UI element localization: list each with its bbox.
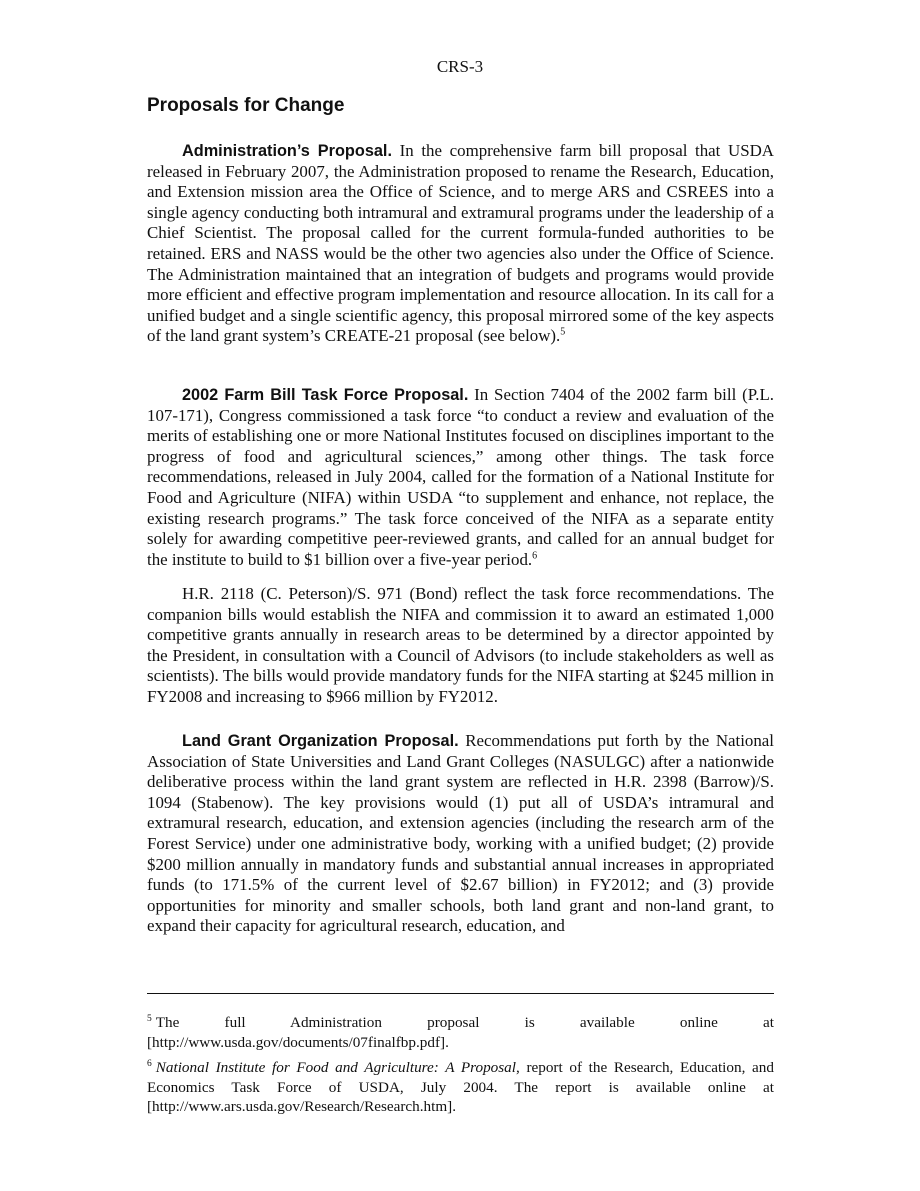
- footnote-mark-5: 5: [147, 1013, 152, 1024]
- paragraph-task-force-proposal: [147, 385, 774, 570]
- run-in-heading-administration: Administration’s Proposal.: [182, 142, 392, 160]
- footnote-5: [147, 1013, 774, 1052]
- page-number: CRS-3: [436, 57, 484, 76]
- footnote-ref-5[interactable]: 5: [560, 326, 566, 338]
- footnote-text-6: , report of the Research, Education, and Economics Task Force of USDA, July 2004. The report is available online at [http://www.ars.usda.gov/Research/Research.htm].: [147, 1059, 774, 1115]
- footnote-ref-6[interactable]: 6: [532, 550, 538, 562]
- paragraph-text-task-force: In Section 7404 of the 2002 farm bill (P.L. 107-171), Congress commissioned a task force “to conduct a review and evaluation of the merits of establishing one or more National Institutes focused on disciplines important to the progress of food and agricultural sciences,” among other things. The task force recommendations, released in July 2004, called for the formation of a National Institute for Food and Agriculture (NIFA) within USDA “to supplement and enhance, not replace, the existing research programs.” The task force conceived of the NIFA as a separate entity solely for awarding competitive peer-reviewed grants, and called for an annual budget for the institute to build to $1 billion over a five-year period.: [147, 385, 774, 569]
- paragraph-text-administration: In the comprehensive farm bill proposal that USDA released in February 2007, the Administration proposed to rename the Research, Education, and Extension mission area the Office of Science, and to merge ARS and CSREES into a single agency conducting both intramural and extramural programs under the leadership of a Chief Scientist. The proposal called for the current formula-funded authorities to be retained. ERS and NASS would be the other two agencies also under the Office of Science. The Administration maintained that an integration of budgets and programs would provide more efficient and effective program implementation and resource allocation. In its call for a unified budget and a single scientific agency, this proposal mirrored some of the key aspects of the land grant system’s CREATE-21 proposal (see below).: [147, 141, 774, 346]
- paragraph-hr2118: [147, 584, 774, 708]
- section-heading: Proposals for Change: [147, 95, 345, 116]
- paragraph-text-land-grant: Recommendations put forth by the National Association of State Universities and Land Grant Colleges (NASULGC) after a nationwide deliberative process within the land grant system are reflected in H.R. 2398 (Barrow)/S. 1094 (Stabenow). The key provisions would (1) put all of USDA’s intramural and extramural research, education, and extension agencies (including the research arm of the Forest Service) under one administrative body, working with a unified budget; (2) provide $200 million annually in mandatory funds and substantial annual increases in appropriated funds (to 171.5% of the current level of $2.67 billion) in FY2012; and (3) provide opportunities for minority and smaller schools, both land grant and non-land grant, to expand their capacity for agricultural research, education, and: [147, 731, 774, 936]
- footnote-6: [147, 1058, 774, 1117]
- run-in-heading-task-force: 2002 Farm Bill Task Force Proposal.: [182, 386, 469, 404]
- paragraph-land-grant-proposal: [147, 731, 774, 937]
- footnote-title-6: National Institute for Food and Agriculture: A Proposal: [155, 1059, 516, 1076]
- footnote-text-5: The full Administration proposal is available online at [http://www.usda.gov/documents/07finalfbp.pdf].: [147, 1014, 774, 1051]
- run-in-heading-land-grant: Land Grant Organization Proposal.: [182, 732, 459, 750]
- paragraph-text-hr2118: H.R. 2118 (C. Peterson)/S. 971 (Bond) reflect the task force recommendations. The companion bills would establish the NIFA and commission it to award an estimated 1,000 competitive grants annually in research areas to be determined by a director appointed by the President, in consultation with a Council of Advisors (to include stakeholders as well as scientists). The bills would provide mandatory funds for the NIFA starting at $245 million in FY2008 and increasing to $966 million by FY2012.: [147, 584, 774, 706]
- footnote-divider: [147, 993, 774, 994]
- footnote-mark-6: 6: [147, 1058, 152, 1069]
- paragraph-administration-proposal: [147, 141, 774, 347]
